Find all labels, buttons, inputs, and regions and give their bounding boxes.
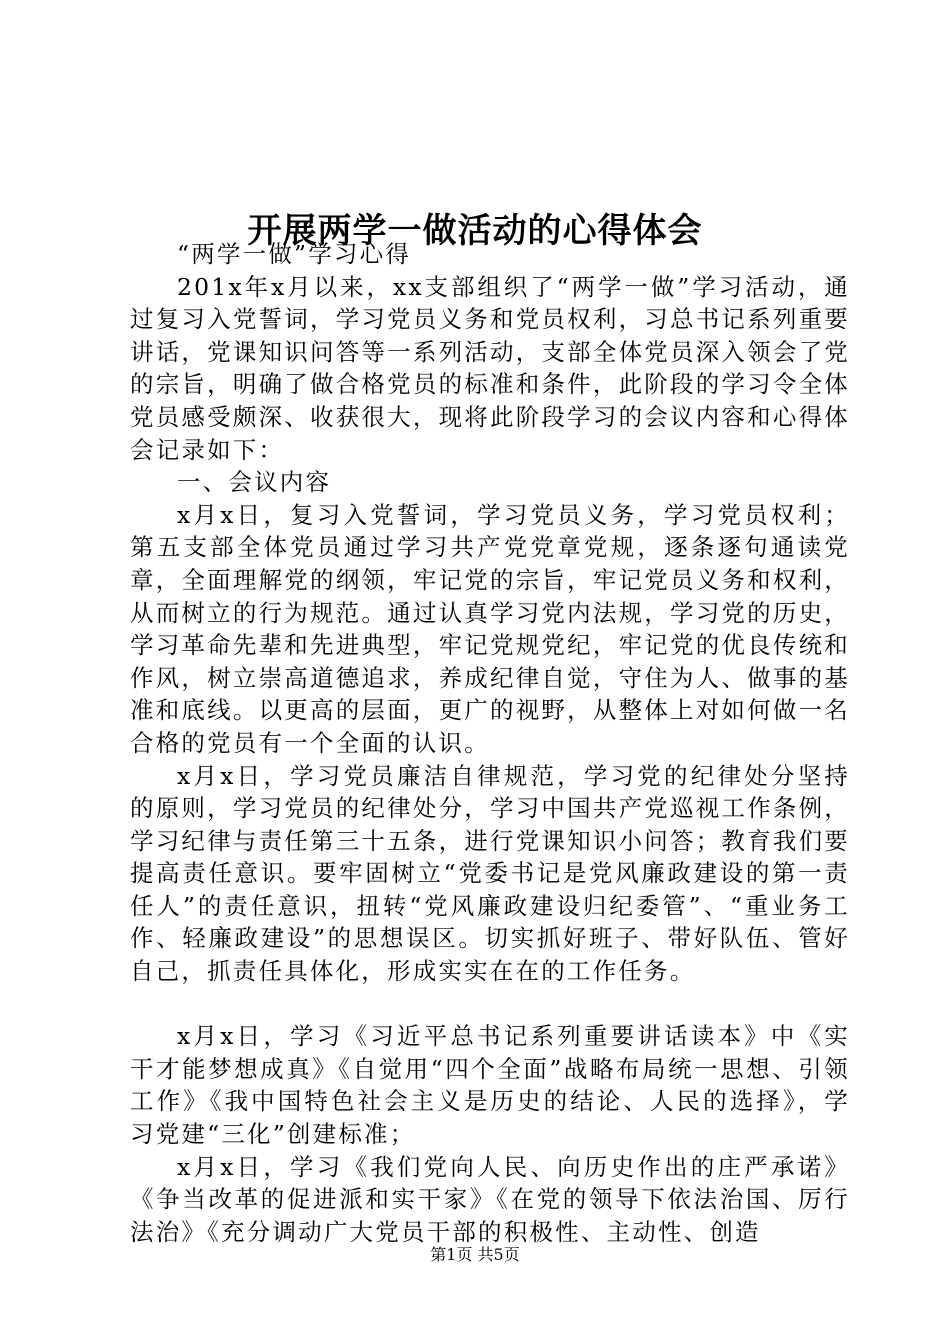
subtitle-paragraph: “两学一做”学习心得 bbox=[177, 240, 412, 268]
body-paragraph: x月x日，学习《我们党向人民、向历史作出的庄严承诺》《争当改革的促进派和实干家》《在党的领导下依法治国、厉行法治》《充分调动广大党员干部的积极性、主动性、创造 bbox=[130, 1152, 850, 1246]
body-paragraph: x月x日，复习入党誓词，学习党员义务，学习党员权利；第五支部全体党员通过学习共产党党章党规，逐条逐句通读党章，全面理解党的纲领，牢记党的宗旨，牢记党员义务和权利，从而树立的行为规范。通过认真学习党内法规，学习党的历史，学习革命先辈和先进典型，牢记党规党纪，牢记党的优良传统和作风，树立崇高道德追求，养成纪律自觉，守住为人、做事的基准和底线。以更高的层面，更广的视野，从整体上对如何做一名合格的党员有一个全面的认识。 bbox=[130, 500, 850, 757]
page-footer: 第1页 共5页 bbox=[430, 1245, 520, 1264]
document-title: 开展两学一做活动的心得体会 bbox=[247, 210, 703, 251]
body-paragraph: x月x日，学习《习近平总书记系列重要讲话读本》中《实干才能梦想成真》《自觉用“四个全面”战略布局统一思想、引领工作》《我中国特色社会主义是历史的结论、人民的选择》，学习党建“三化”创建标准； bbox=[130, 1022, 850, 1149]
document-body bbox=[130, 238, 850, 1248]
intro-paragraph: 201x年x月以来，xx支部组织了“两学一做”学习活动，通过复习入党誓词，学习党员义务和党员权利，习总书记系列重要讲话，党课知识问答等一系列活动，支部全体党员深入领会了党的宗旨，明确了做合格党员的标准和条件，此阶段的学习令全体党员感受颇深、收获很大，现将此阶段学习的会议内容和心得体会记录如下： bbox=[130, 272, 850, 464]
section-heading: 一、会议内容 bbox=[177, 468, 332, 497]
body-paragraph: x月x日，学习党员廉洁自律规范，学习党的纪律处分坚持的原则，学习党员的纪律处分，学习中国共产党巡视工作条例，学习纪律与责任第三十五条，进行党课知识小问答；教育我们要提高责任意识。要牢固树立“党委书记是党风廉政建设的第一责任人”的责任意识，扭转“党风廉政建设归纪委管”、“重业务工作、轻廉政建设”的思想误区。切实抓好班子、带好队伍、管好自己，抓责任具体化，形成实实在在的工作任务。 bbox=[130, 761, 850, 986]
